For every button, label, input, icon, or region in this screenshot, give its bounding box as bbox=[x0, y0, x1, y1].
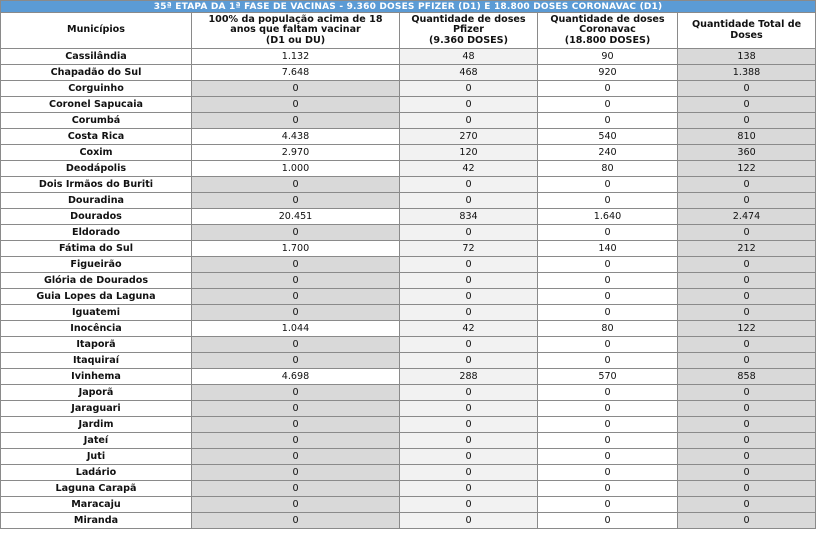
table-row bbox=[1, 481, 816, 497]
header-populacao-line: 100% da população acima de 18 bbox=[208, 13, 383, 25]
table-row bbox=[1, 513, 816, 529]
table-row bbox=[1, 81, 816, 97]
header-populacao bbox=[192, 13, 400, 49]
total-cell: 0 bbox=[678, 401, 816, 417]
populacao-cell: 0 bbox=[192, 81, 400, 97]
pfizer-cell: 72 bbox=[400, 241, 538, 257]
populacao-cell: 1.000 bbox=[192, 161, 400, 177]
pfizer-cell: 42 bbox=[400, 321, 538, 337]
municipio-cell: Deodápolis bbox=[1, 161, 192, 177]
total-cell: 0 bbox=[678, 113, 816, 129]
table-row bbox=[1, 305, 816, 321]
table-row bbox=[1, 465, 816, 481]
table-row bbox=[1, 193, 816, 209]
municipio-cell: Guia Lopes da Laguna bbox=[1, 289, 192, 305]
total-cell: 0 bbox=[678, 81, 816, 97]
coronavac-cell: 240 bbox=[538, 145, 678, 161]
municipio-cell: Jaraguari bbox=[1, 401, 192, 417]
total-cell: 0 bbox=[678, 385, 816, 401]
column-header-row bbox=[1, 13, 816, 49]
table-banner: 35ª ETAPA DA 1ª FASE DE VACINAS - 9.360 DOSES PFIZER (D1) E 18.800 DOSES CORONAVAC (D1) bbox=[1, 1, 816, 13]
total-cell: 1.388 bbox=[678, 65, 816, 81]
total-cell: 0 bbox=[678, 449, 816, 465]
pfizer-cell: 0 bbox=[400, 353, 538, 369]
populacao-cell: 0 bbox=[192, 257, 400, 273]
table-row bbox=[1, 65, 816, 81]
populacao-cell: 0 bbox=[192, 225, 400, 241]
coronavac-cell: 0 bbox=[538, 465, 678, 481]
pfizer-cell: 0 bbox=[400, 337, 538, 353]
coronavac-cell: 0 bbox=[538, 433, 678, 449]
total-cell: 2.474 bbox=[678, 209, 816, 225]
pfizer-cell: 0 bbox=[400, 385, 538, 401]
table-row bbox=[1, 289, 816, 305]
municipio-cell: Ladário bbox=[1, 465, 192, 481]
total-cell: 0 bbox=[678, 97, 816, 113]
pfizer-cell: 0 bbox=[400, 273, 538, 289]
coronavac-cell: 0 bbox=[538, 113, 678, 129]
total-cell: 212 bbox=[678, 241, 816, 257]
header-coronavac-line: Quantidade de doses bbox=[550, 13, 665, 25]
table-body bbox=[1, 49, 816, 529]
populacao-cell: 0 bbox=[192, 337, 400, 353]
municipio-cell: Dourados bbox=[1, 209, 192, 225]
coronavac-cell: 140 bbox=[538, 241, 678, 257]
municipio-cell: Jateí bbox=[1, 433, 192, 449]
table-row bbox=[1, 129, 816, 145]
municipio-cell: Chapadão do Sul bbox=[1, 65, 192, 81]
table-row bbox=[1, 225, 816, 241]
header-populacao-line: anos que faltam vacinar bbox=[230, 24, 361, 36]
pfizer-cell: 0 bbox=[400, 305, 538, 321]
populacao-cell: 4.438 bbox=[192, 129, 400, 145]
municipio-cell: Fátima do Sul bbox=[1, 241, 192, 257]
coronavac-cell: 0 bbox=[538, 513, 678, 529]
total-cell: 0 bbox=[678, 273, 816, 289]
total-cell: 0 bbox=[678, 337, 816, 353]
pfizer-cell: 0 bbox=[400, 97, 538, 113]
coronavac-cell: 0 bbox=[538, 193, 678, 209]
municipio-cell: Laguna Carapã bbox=[1, 481, 192, 497]
pfizer-cell: 0 bbox=[400, 417, 538, 433]
pfizer-cell: 0 bbox=[400, 225, 538, 241]
municipio-cell: Ivinhema bbox=[1, 369, 192, 385]
pfizer-cell: 0 bbox=[400, 113, 538, 129]
total-cell: 0 bbox=[678, 481, 816, 497]
table-row bbox=[1, 353, 816, 369]
populacao-cell: 0 bbox=[192, 273, 400, 289]
populacao-cell: 0 bbox=[192, 193, 400, 209]
populacao-cell: 0 bbox=[192, 497, 400, 513]
table-row bbox=[1, 177, 816, 193]
populacao-cell: 20.451 bbox=[192, 209, 400, 225]
header-pfizer-line: Pfizer bbox=[453, 24, 484, 36]
populacao-cell: 0 bbox=[192, 289, 400, 305]
table-row bbox=[1, 97, 816, 113]
header-coronavac-line: Coronavac bbox=[579, 24, 636, 36]
municipio-cell: Maracaju bbox=[1, 497, 192, 513]
table-row bbox=[1, 209, 816, 225]
municipio-cell: Itaquiraí bbox=[1, 353, 192, 369]
populacao-cell: 0 bbox=[192, 177, 400, 193]
pfizer-cell: 42 bbox=[400, 161, 538, 177]
coronavac-cell: 80 bbox=[538, 321, 678, 337]
coronavac-cell: 0 bbox=[538, 81, 678, 97]
pfizer-cell: 270 bbox=[400, 129, 538, 145]
coronavac-cell: 0 bbox=[538, 273, 678, 289]
coronavac-cell: 0 bbox=[538, 385, 678, 401]
populacao-cell: 0 bbox=[192, 353, 400, 369]
municipio-cell: Glória de Dourados bbox=[1, 273, 192, 289]
header-coronavac-line: (18.800 DOSES) bbox=[564, 34, 651, 46]
pfizer-cell: 0 bbox=[400, 401, 538, 417]
pfizer-cell: 0 bbox=[400, 465, 538, 481]
total-cell: 122 bbox=[678, 161, 816, 177]
pfizer-cell: 0 bbox=[400, 497, 538, 513]
pfizer-cell: 288 bbox=[400, 369, 538, 385]
total-cell: 810 bbox=[678, 129, 816, 145]
coronavac-cell: 0 bbox=[538, 481, 678, 497]
populacao-cell: 0 bbox=[192, 481, 400, 497]
coronavac-cell: 0 bbox=[538, 97, 678, 113]
total-cell: 0 bbox=[678, 177, 816, 193]
table-row bbox=[1, 337, 816, 353]
pfizer-cell: 120 bbox=[400, 145, 538, 161]
total-cell: 0 bbox=[678, 513, 816, 529]
populacao-cell: 0 bbox=[192, 449, 400, 465]
header-total bbox=[678, 13, 816, 49]
pfizer-cell: 0 bbox=[400, 449, 538, 465]
municipio-cell: Coronel Sapucaia bbox=[1, 97, 192, 113]
coronavac-cell: 0 bbox=[538, 353, 678, 369]
header-populacao-line: (D1 ou DU) bbox=[265, 34, 326, 46]
total-cell: 0 bbox=[678, 257, 816, 273]
total-cell: 0 bbox=[678, 193, 816, 209]
header-coronavac bbox=[538, 13, 678, 49]
coronavac-cell: 1.640 bbox=[538, 209, 678, 225]
municipio-cell: Jardim bbox=[1, 417, 192, 433]
table-row bbox=[1, 417, 816, 433]
header-municipios bbox=[1, 13, 192, 49]
coronavac-cell: 0 bbox=[538, 177, 678, 193]
pfizer-cell: 48 bbox=[400, 49, 538, 65]
populacao-cell: 1.700 bbox=[192, 241, 400, 257]
populacao-cell: 0 bbox=[192, 433, 400, 449]
total-cell: 858 bbox=[678, 369, 816, 385]
coronavac-cell: 540 bbox=[538, 129, 678, 145]
populacao-cell: 0 bbox=[192, 465, 400, 481]
municipio-cell: Douradina bbox=[1, 193, 192, 209]
header-pfizer-line: (9.360 DOSES) bbox=[429, 34, 508, 46]
table-row bbox=[1, 369, 816, 385]
pfizer-cell: 0 bbox=[400, 481, 538, 497]
header-pfizer-line: Quantidade de doses bbox=[411, 13, 526, 25]
table-row bbox=[1, 385, 816, 401]
coronavac-cell: 80 bbox=[538, 161, 678, 177]
pfizer-cell: 0 bbox=[400, 289, 538, 305]
total-cell: 360 bbox=[678, 145, 816, 161]
municipio-cell: Juti bbox=[1, 449, 192, 465]
coronavac-cell: 0 bbox=[538, 449, 678, 465]
total-cell: 138 bbox=[678, 49, 816, 65]
populacao-cell: 7.648 bbox=[192, 65, 400, 81]
coronavac-cell: 0 bbox=[538, 257, 678, 273]
total-cell: 0 bbox=[678, 433, 816, 449]
table-row bbox=[1, 449, 816, 465]
total-cell: 0 bbox=[678, 497, 816, 513]
total-cell: 122 bbox=[678, 321, 816, 337]
table-row bbox=[1, 49, 816, 65]
municipio-cell: Itaporã bbox=[1, 337, 192, 353]
coronavac-cell: 0 bbox=[538, 497, 678, 513]
populacao-cell: 0 bbox=[192, 385, 400, 401]
table-row bbox=[1, 161, 816, 177]
municipio-cell: Miranda bbox=[1, 513, 192, 529]
coronavac-cell: 570 bbox=[538, 369, 678, 385]
header-total-line: Quantidade Total de bbox=[691, 19, 802, 30]
header-municipios-line: Municípios bbox=[67, 24, 125, 36]
coronavac-cell: 0 bbox=[538, 289, 678, 305]
pfizer-cell: 468 bbox=[400, 65, 538, 81]
coronavac-cell: 90 bbox=[538, 49, 678, 65]
pfizer-cell: 0 bbox=[400, 513, 538, 529]
table-row bbox=[1, 257, 816, 273]
total-cell: 0 bbox=[678, 289, 816, 305]
municipio-cell: Cassilândia bbox=[1, 49, 192, 65]
coronavac-cell: 0 bbox=[538, 305, 678, 321]
total-cell: 0 bbox=[678, 465, 816, 481]
total-cell: 0 bbox=[678, 417, 816, 433]
total-cell: 0 bbox=[678, 353, 816, 369]
total-cell: 0 bbox=[678, 225, 816, 241]
header-pfizer bbox=[400, 13, 538, 49]
municipio-cell: Corumbá bbox=[1, 113, 192, 129]
pfizer-cell: 834 bbox=[400, 209, 538, 225]
table-row bbox=[1, 497, 816, 513]
pfizer-cell: 0 bbox=[400, 433, 538, 449]
municipio-cell: Dois Irmãos do Buriti bbox=[1, 177, 192, 193]
table-row bbox=[1, 321, 816, 337]
table-row bbox=[1, 273, 816, 289]
municipio-cell: Figueirão bbox=[1, 257, 192, 273]
pfizer-cell: 0 bbox=[400, 177, 538, 193]
total-cell: 0 bbox=[678, 305, 816, 321]
populacao-cell: 1.044 bbox=[192, 321, 400, 337]
coronavac-cell: 0 bbox=[538, 337, 678, 353]
populacao-cell: 0 bbox=[192, 97, 400, 113]
coronavac-cell: 0 bbox=[538, 417, 678, 433]
table-row bbox=[1, 113, 816, 129]
municipio-cell: Costa Rica bbox=[1, 129, 192, 145]
municipio-cell: Eldorado bbox=[1, 225, 192, 241]
populacao-cell: 2.970 bbox=[192, 145, 400, 161]
populacao-cell: 0 bbox=[192, 513, 400, 529]
populacao-cell: 0 bbox=[192, 113, 400, 129]
municipio-cell: Corguinho bbox=[1, 81, 192, 97]
municipio-cell: Coxim bbox=[1, 145, 192, 161]
table-row bbox=[1, 145, 816, 161]
populacao-cell: 4.698 bbox=[192, 369, 400, 385]
municipio-cell: Japorã bbox=[1, 385, 192, 401]
table-row bbox=[1, 433, 816, 449]
municipio-cell: Inocência bbox=[1, 321, 192, 337]
populacao-cell: 0 bbox=[192, 305, 400, 321]
populacao-cell: 1.132 bbox=[192, 49, 400, 65]
table-row bbox=[1, 241, 816, 257]
header-total-line: Doses bbox=[730, 29, 763, 41]
populacao-cell: 0 bbox=[192, 401, 400, 417]
coronavac-cell: 920 bbox=[538, 65, 678, 81]
populacao-cell: 0 bbox=[192, 417, 400, 433]
coronavac-cell: 0 bbox=[538, 225, 678, 241]
coronavac-cell: 0 bbox=[538, 401, 678, 417]
municipio-cell: Iguatemi bbox=[1, 305, 192, 321]
pfizer-cell: 0 bbox=[400, 81, 538, 97]
pfizer-cell: 0 bbox=[400, 257, 538, 273]
pfizer-cell: 0 bbox=[400, 193, 538, 209]
table-row bbox=[1, 401, 816, 417]
